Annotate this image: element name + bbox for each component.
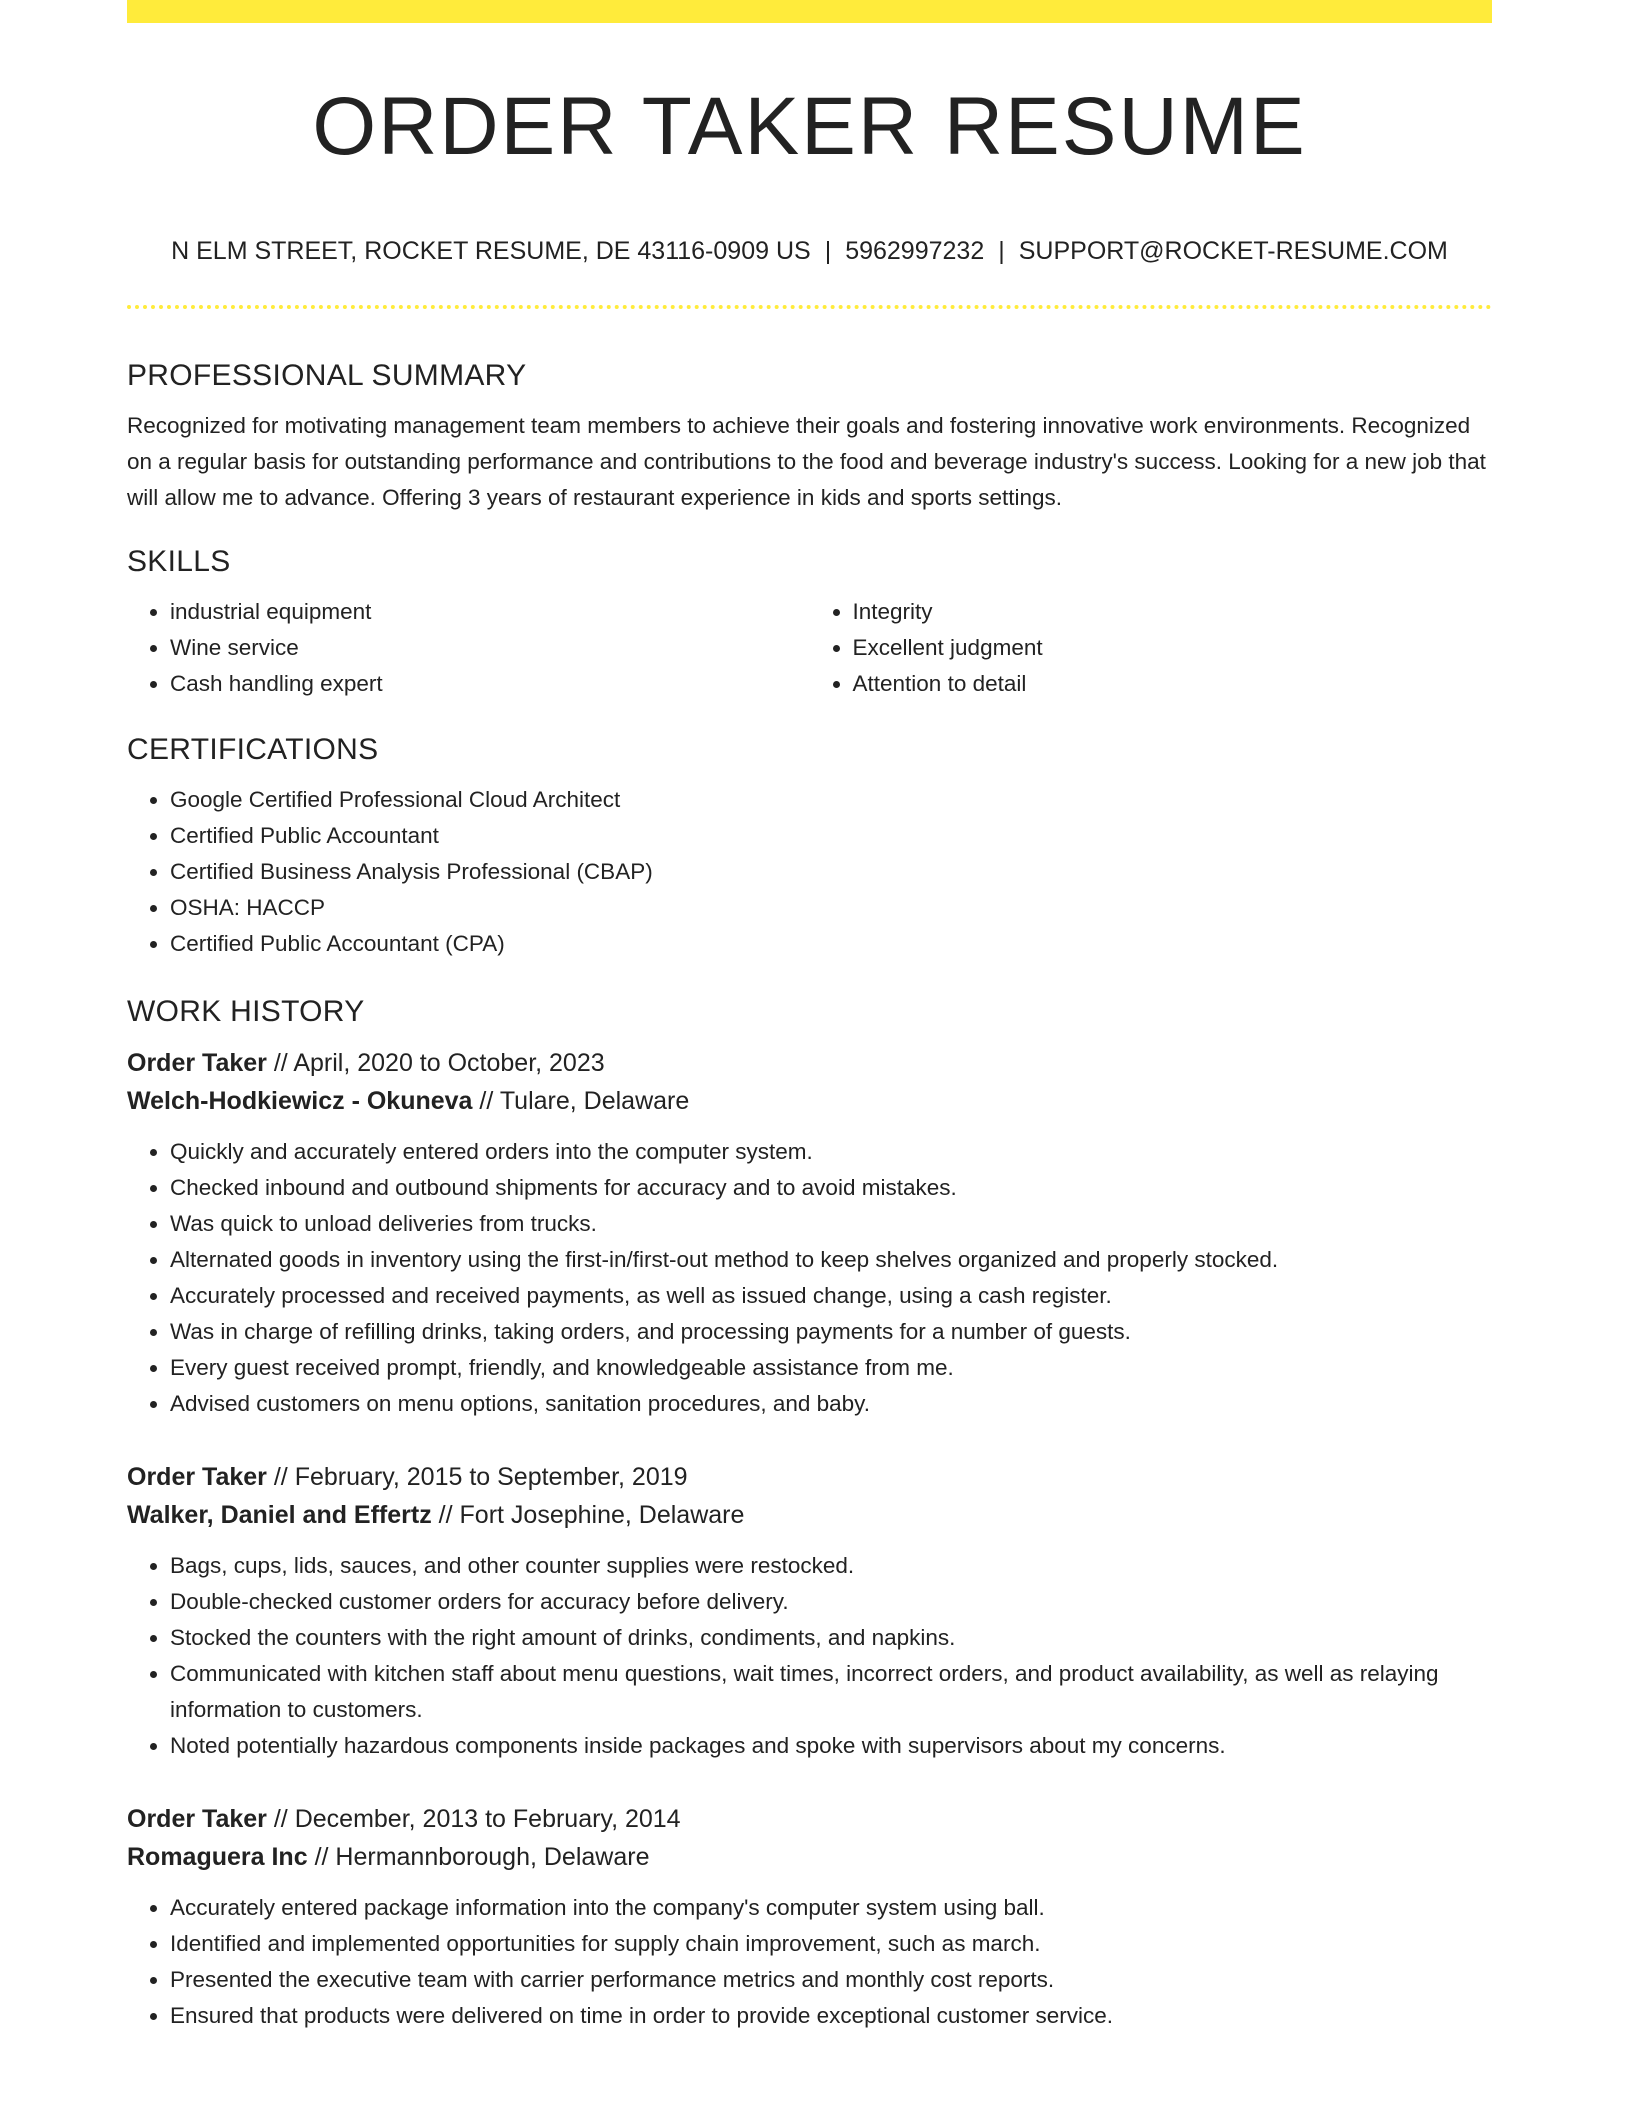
skill-item: • Wine service: [170, 630, 810, 666]
resume-title: ORDER TAKER RESUME: [312, 81, 1307, 172]
certifications-list: [127, 782, 1492, 962]
job-bullet: • Stocked the counters with the right amount of drinks, condiments, and napkins.: [170, 1620, 1492, 1656]
job-location: Hermannborough, Delaware: [335, 1843, 650, 1871]
contact-phone: 5962997232: [845, 237, 985, 265]
job-separator: //: [438, 1501, 453, 1529]
job-bullet: • Was in charge of refilling drinks, taking orders, and processing payments for a number of guests.: [170, 1314, 1492, 1350]
job-separator: //: [314, 1843, 329, 1871]
job-title: Order Taker: [127, 1463, 267, 1491]
job-bullet: • Was quick to unload deliveries from trucks.: [170, 1206, 1492, 1242]
job-bullet: • Ensured that products were delivered on time in order to provide exceptional customer service.: [170, 1998, 1492, 2034]
accent-top-bar: [127, 0, 1492, 23]
skill-item: • Attention to detail: [853, 666, 1493, 702]
certification-item: • Certified Public Accountant: [170, 818, 1492, 854]
job-company: Romaguera Inc: [127, 1843, 308, 1871]
skills-section: [127, 536, 1492, 702]
summary-section: [127, 350, 1492, 516]
job-bullet: • Checked inbound and outbound shipments for accuracy and to avoid mistakes.: [170, 1170, 1492, 1206]
skill-item: • Excellent judgment: [853, 630, 1493, 666]
contact-email: SUPPORT@ROCKET-RESUME.COM: [1018, 237, 1448, 265]
skills-list-left: [127, 594, 810, 702]
job-separator: //: [273, 1463, 288, 1491]
skills-columns: [127, 594, 1492, 702]
job-bullet: • Presented the executive team with carrier performance metrics and monthly cost reports.: [170, 1962, 1492, 1998]
job-company-line: [127, 1838, 1492, 1876]
dotted-divider: [127, 305, 1492, 309]
job-entry: [127, 1458, 1492, 1764]
summary-heading: PROFESSIONAL SUMMARY: [127, 359, 527, 392]
job-company-line: [127, 1082, 1492, 1120]
skill-item: • industrial equipment: [170, 594, 810, 630]
job-company: Welch-Hodkiewicz - Okuneva: [127, 1087, 473, 1115]
job-bullet: • Accurately entered package information into the company's computer system using ball.: [170, 1890, 1492, 1926]
job-dates: December, 2013 to February, 2014: [294, 1805, 681, 1833]
job-bullet: • Identified and implemented opportunities for supply chain improvement, such as march.: [170, 1926, 1492, 1962]
job-separator: //: [273, 1805, 288, 1833]
job-location: Tulare, Delaware: [499, 1087, 690, 1115]
work-history-heading: WORK HISTORY: [127, 995, 365, 1028]
job-bullets: [127, 1548, 1492, 1764]
certification-item: • OSHA: HACCP: [170, 890, 1492, 926]
job-bullets: [127, 1890, 1492, 2034]
certifications-heading: CERTIFICATIONS: [127, 733, 379, 766]
job-company-line: [127, 1496, 1492, 1534]
job-separator: //: [273, 1049, 288, 1077]
job-title-line: [127, 1800, 1492, 1838]
job-dates: April, 2020 to October, 2023: [293, 1049, 605, 1077]
contact-line: [127, 237, 1492, 266]
job-company: Walker, Daniel and Effertz: [127, 1501, 432, 1529]
job-location: Fort Josephine, Delaware: [459, 1501, 745, 1529]
job-bullet: • Double-checked customer orders for accuracy before delivery.: [170, 1584, 1492, 1620]
job-dates: February, 2015 to September, 2019: [294, 1463, 688, 1491]
job-title-line: [127, 1458, 1492, 1496]
job-title: Order Taker: [127, 1049, 267, 1077]
skill-item: • Cash handling expert: [170, 666, 810, 702]
job-separator: //: [479, 1087, 494, 1115]
certification-item: • Certified Business Analysis Professional (CBAP): [170, 854, 1492, 890]
contact-address: N ELM STREET, ROCKET RESUME, DE 43116-0909 US: [171, 237, 811, 265]
job-bullet: • Alternated goods in inventory using the first-in/first-out method to keep shelves organized and properly stocked.: [170, 1242, 1492, 1278]
job-bullet: • Accurately processed and received payments, as well as issued change, using a cash register.: [170, 1278, 1492, 1314]
job-bullet: • Quickly and accurately entered orders into the computer system.: [170, 1134, 1492, 1170]
skill-item: • Integrity: [853, 594, 1493, 630]
job-bullet: • Bags, cups, lids, sauces, and other counter supplies were restocked.: [170, 1548, 1492, 1584]
certification-item: • Certified Public Accountant (CPA): [170, 926, 1492, 962]
job-bullets: [127, 1134, 1492, 1422]
job-entry: [127, 1044, 1492, 1422]
job-title-line: [127, 1044, 1492, 1082]
skills-list-right: [810, 594, 1493, 702]
job-entry: [127, 1800, 1492, 2034]
skills-heading: SKILLS: [127, 545, 231, 578]
job-bullet: • Noted potentially hazardous components inside packages and spoke with supervisors about my concerns.: [170, 1728, 1492, 1764]
job-bullet: • Communicated with kitchen staff about menu questions, wait times, incorrect orders, and product availability, as well as relaying information to customers.: [170, 1656, 1492, 1728]
certifications-section: [127, 724, 1492, 962]
summary-text: Recognized for motivating management team members to achieve their goals and fostering innovative work environments. Recognized on a regular basis for outstanding performance and contributions to the food and beverage industry's success. Looking for a new job that will allow me to advance. Offering 3 years of restaurant experience in kids and sports settings.: [127, 413, 1486, 510]
job-bullet: • Advised customers on menu options, sanitation procedures, and baby.: [170, 1386, 1492, 1422]
certification-item: • Google Certified Professional Cloud Architect: [170, 782, 1492, 818]
contact-separator: |: [824, 237, 832, 265]
contact-separator: |: [998, 237, 1005, 265]
resume-body: [127, 350, 1492, 2034]
work-history-section: [127, 986, 1492, 2034]
job-bullet: • Every guest received prompt, friendly, and knowledgeable assistance from me.: [170, 1350, 1492, 1386]
job-title: Order Taker: [127, 1805, 267, 1833]
